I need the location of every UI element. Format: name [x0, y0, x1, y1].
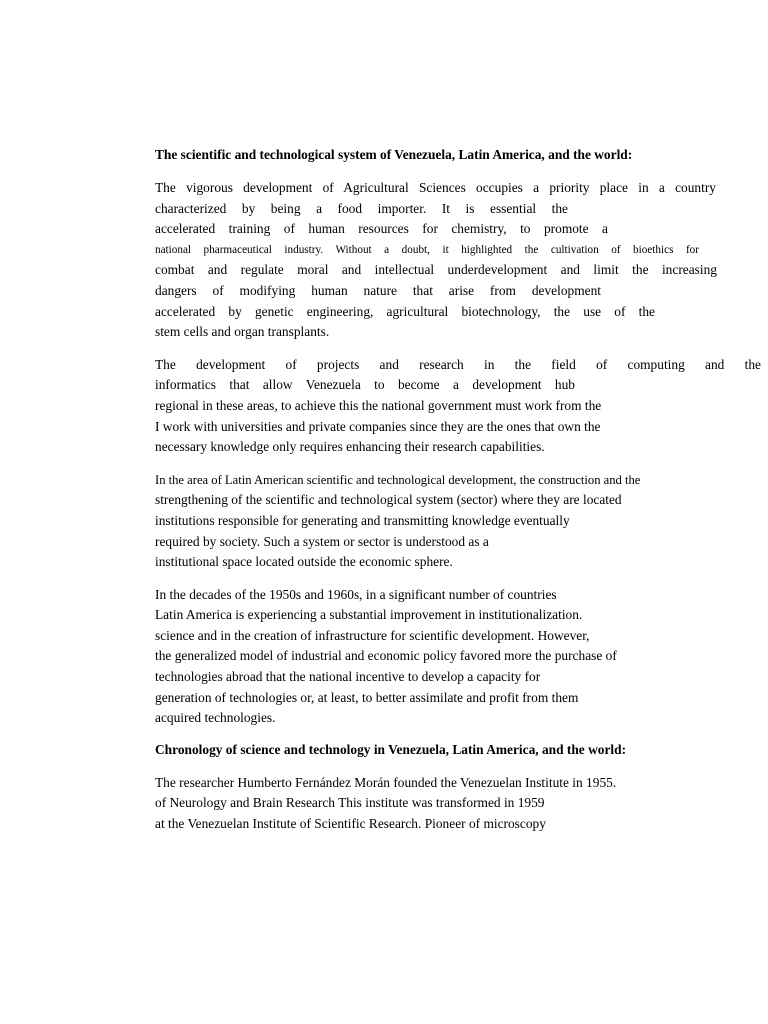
text-line: generation of technologies or, at least, to better assimilate and profit from them	[155, 689, 579, 705]
text-line: informatics that allow Venezuela to become a development hub	[155, 377, 575, 393]
paragraph-latin-american-development	[155, 470, 761, 573]
text-line: In the decades of the 1950s and 1960s, in a significant number of countries	[155, 586, 557, 602]
text-line: The vigorous development of Agricultural Sciences occupies a priority place in a country	[155, 180, 716, 195]
text-line: of Neurology and Brain Research This institute was transformed in 1959	[155, 795, 545, 811]
text-line: stem cells and organ transplants.	[155, 324, 330, 340]
text-line: national pharmaceutical industry. Without a doubt, it highlighted the cultivation of bioethics for	[155, 243, 699, 256]
text-line: combat and regulate moral and intellectual underdevelopment and limit the increasing	[155, 262, 717, 278]
document-body	[155, 146, 761, 847]
text-line: necessary knowledge only requires enhancing their research capabilities.	[155, 439, 545, 455]
paragraph-1950s-1960s	[155, 585, 761, 729]
text-line: characterized by being a food importer. It is essential the	[155, 200, 568, 216]
text-line: technologies abroad that the national incentive to develop a capacity for	[155, 669, 541, 685]
text-line: the generalized model of industrial and economic policy favored more the purchase of	[155, 648, 617, 664]
paragraph-fernandez-moran	[155, 773, 761, 835]
paragraph-computing-research	[155, 355, 761, 458]
text-line: acquired technologies.	[155, 710, 276, 726]
text-line: required by society. Such a system or sector is understood as a	[155, 533, 489, 549]
text-line: at the Venezuelan Institute of Scientific Research. Pioneer of microscopy	[155, 816, 546, 832]
text-line: accelerated training of human resources for chemistry, to promote a	[155, 221, 608, 237]
text-line: science and in the creation of infrastructure for scientific development. However,	[155, 627, 590, 643]
text-line: dangers of modifying human nature that arise from development	[155, 282, 601, 298]
text-line: accelerated by genetic engineering, agricultural biotechnology, the use of the	[155, 303, 655, 319]
text-line: In the area of Latin American scientific and technological development, the construction and the	[155, 472, 641, 487]
text-line: The development of projects and research in the field of computing and the	[155, 356, 761, 372]
section-heading-scientific-system: The scientific and technological system of Venezuela, Latin America, and the world:	[155, 147, 633, 162]
text-line: regional in these areas, to achieve this the national government must work from the	[155, 397, 602, 413]
text-line: institutional space located outside the economic sphere.	[155, 554, 453, 570]
text-line: The researcher Humberto Fernández Morán founded the Venezuelan Institute in 1955.	[155, 774, 617, 790]
section-heading-chronology: Chronology of science and technology in Venezuela, Latin America, and the world:	[155, 741, 627, 757]
text-line: I work with universities and private companies since they are the ones that own the	[155, 418, 601, 434]
text-line: strengthening of the scientific and technological system (sector) where they are located	[155, 492, 622, 508]
paragraph-agricultural-sciences	[155, 178, 761, 343]
text-line: institutions responsible for generating and transmitting knowledge eventually	[155, 512, 570, 528]
text-line: Latin America is experiencing a substantial improvement in institutionalization.	[155, 607, 583, 623]
